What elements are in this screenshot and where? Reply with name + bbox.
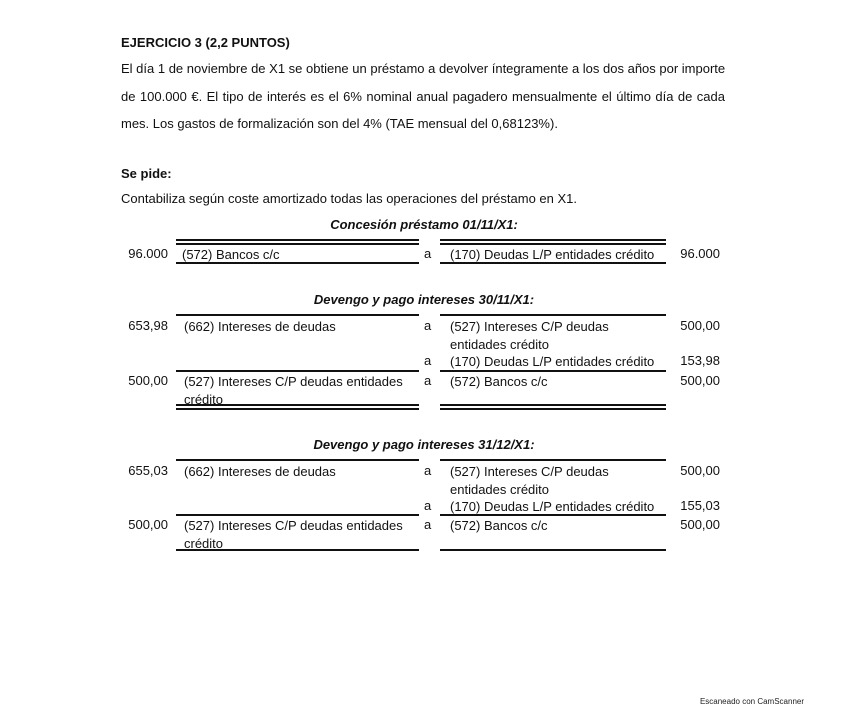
statement-line-1: El día 1 de noviembre de X1 se obtiene un préstamo a devolver íntegramente a los dos años por importe (121, 61, 726, 76)
a-connector: a (424, 353, 432, 368)
a-connector: a (424, 463, 432, 478)
credit-amount: 500,00 (680, 373, 720, 388)
credit-account: (572) Bancos c/c (450, 374, 548, 389)
credit-amount: 153,98 (680, 353, 720, 368)
credit-account: (170) Deudas L/P entidades crédito (450, 499, 655, 514)
a-connector: a (424, 373, 432, 388)
credit-amount: 155,03 (680, 498, 720, 513)
journal-entry-heading: Devengo y pago intereses 30/11/X1: (313, 292, 535, 307)
a-connector: a (424, 318, 432, 333)
debit-account: (572) Bancos c/c (182, 247, 280, 262)
statement-line-2: de 100.000 €. El tipo de interés es el 6% nominal anual pagadero mensualmente el último día de cada (121, 89, 725, 104)
debit-amount: 500,00 (128, 373, 168, 388)
debit-account: (662) Intereses de deudas (184, 319, 336, 334)
credit-account: (527) Intereses C/P deudas entidades crédito (450, 464, 609, 497)
rule-debit-top (176, 314, 419, 316)
statement-line-3: mes. Los gastos de formalización son del 4% (TAE mensual del 0,68123%). (121, 116, 558, 131)
credit-amount: 500,00 (680, 318, 720, 333)
a-connector: a (424, 517, 432, 532)
rule-credit-top (440, 239, 666, 245)
debit-account: (527) Intereses C/P deudas entidades crédito (184, 518, 403, 551)
credit-account: (527) Intereses C/P deudas entidades crédito (450, 319, 609, 352)
debit-amount: 500,00 (128, 517, 168, 532)
debit-amount: 655,03 (128, 463, 168, 478)
rule-credit-top (440, 459, 666, 461)
credit-amount: 500,00 (680, 463, 720, 478)
rule-debit-total (176, 404, 419, 410)
rule-debit-bottom (176, 262, 419, 264)
rule-credit-mid (440, 370, 666, 372)
rule-credit-total (440, 549, 666, 551)
debit-amount: 653,98 (128, 318, 168, 333)
credit-amount: 500,00 (680, 517, 720, 532)
credit-account: (170) Deudas L/P entidades crédito (450, 354, 655, 369)
rule-credit-total (440, 404, 666, 410)
credit-account: (572) Bancos c/c (450, 518, 548, 533)
journal-entry-heading: Devengo y pago intereses 31/12/X1: (313, 437, 535, 452)
debit-account: (662) Intereses de deudas (184, 464, 336, 479)
rule-credit-bottom (440, 262, 666, 264)
credit-account: (170) Deudas L/P entidades crédito (450, 247, 655, 262)
debit-account: (527) Intereses C/P deudas entidades crédito (184, 374, 403, 407)
rule-debit-mid (176, 514, 419, 516)
a-connector: a (424, 246, 432, 261)
rule-credit-mid (440, 514, 666, 516)
credit-amount: 96.000 (680, 246, 720, 261)
scanner-watermark: Escaneado con CamScanner (699, 697, 804, 706)
asks-label: Se pide: (121, 166, 172, 181)
rule-debit-total (176, 549, 419, 551)
rule-debit-top (176, 239, 419, 245)
debit-amount: 96.000 (128, 246, 168, 261)
exercise-title: EJERCICIO 3 (2,2 PUNTOS) (121, 35, 290, 50)
rule-credit-top (440, 314, 666, 316)
journal-entry-heading: Concesión préstamo 01/11/X1: (330, 217, 518, 232)
rule-debit-mid (176, 370, 419, 372)
rule-debit-top (176, 459, 419, 461)
a-connector: a (424, 498, 432, 513)
asks-text: Contabiliza según coste amortizado todas las operaciones del préstamo en X1. (121, 191, 577, 206)
